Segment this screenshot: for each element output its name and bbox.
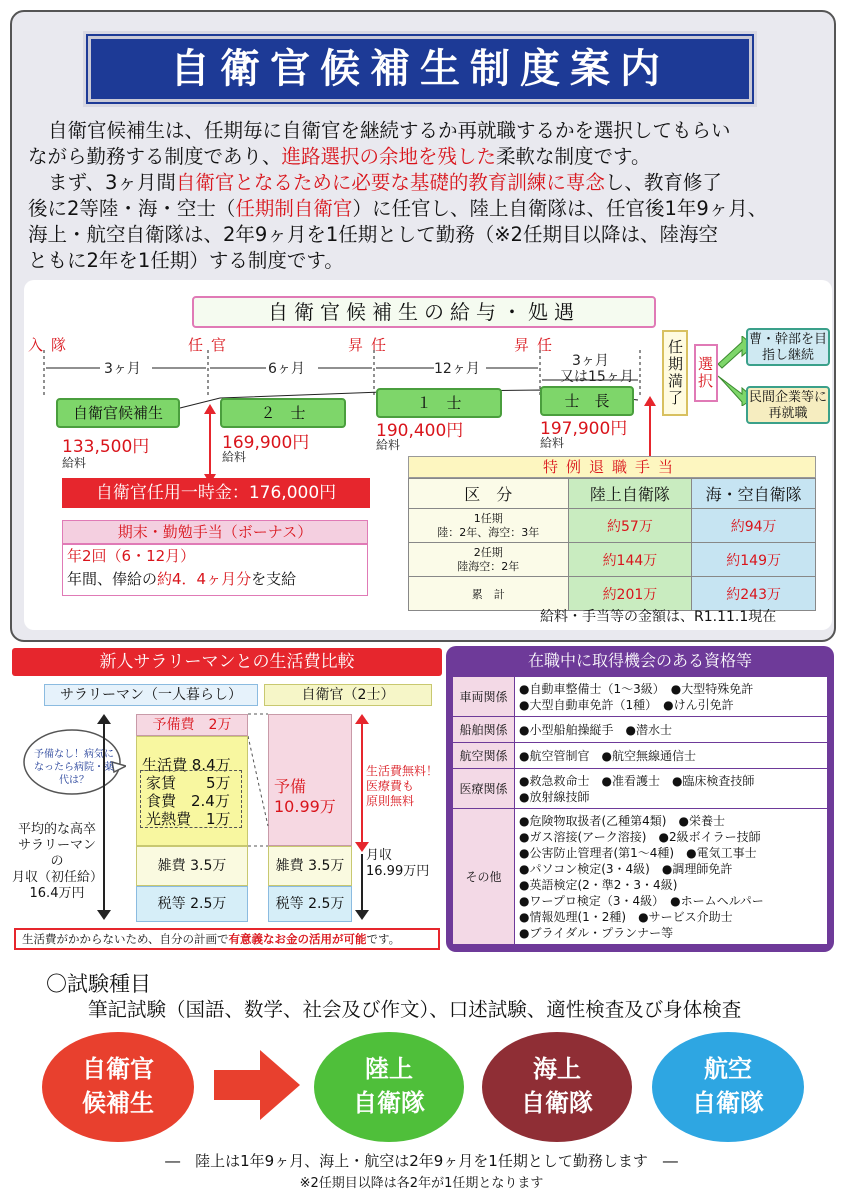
bottom-note-1: ― 陸上は1年9ヶ月、海上・航空は2年9ヶ月を1任期として勤務します ―: [165, 1152, 678, 1170]
rank-lance-corporal: 士 長: [540, 386, 634, 416]
salary-title: 自衛官候補生の給与・処遇: [192, 296, 656, 328]
stage-enlist: 入隊: [28, 336, 75, 354]
rent: 家賃 5万: [146, 774, 231, 792]
amount-note: 給料・手当等の金額は、R1.11.1現在: [540, 609, 777, 625]
qualification-title: 在職中に取得機会のある資格等: [527, 651, 752, 670]
ichiji-allowance: 自衛官任用一時金：176,000円: [62, 478, 370, 508]
compare-dashes: [248, 706, 270, 866]
table-row: 航空関係 ●航空管制官 ●航空無線通信士: [453, 743, 828, 769]
stage-appoint: 任官: [188, 336, 235, 354]
intro-line-4: 後に2等陸・海・空士（任期制自衛官）に任官し、陸上自衛隊は、任官後1年9ヶ月、: [28, 197, 768, 220]
pay-private-2: 169,900円: [222, 433, 310, 453]
page-title: 自衛官候補生制度案内: [88, 36, 752, 102]
tax-sdf: 税等 2.5万: [268, 886, 352, 922]
misc-salaryman: 雑費 3.5万: [136, 846, 248, 886]
pay-label-3: 給料: [376, 438, 401, 452]
circle-msdf: 海上 自衛隊: [482, 1032, 632, 1142]
pay-label-2: 給料: [222, 450, 247, 464]
table-row: 医療関係 ●救急救命士 ●准看護士 ●臨床検査技師 ●放射線技師: [453, 769, 828, 809]
duration-4a: 3ヶ月: [572, 353, 609, 369]
pay-candidate: 133,500円: [62, 437, 150, 457]
pay-private-1: 190,400円: [376, 421, 464, 441]
table-row: 2任期 陸海空：2年 約144万 約149万: [409, 543, 816, 577]
col-salaryman: サラリーマン（一人暮らし）: [44, 684, 258, 706]
reserve-sdf-label: 予備: [274, 777, 307, 796]
goal-reemploy: 民間企業等に再就職: [746, 386, 830, 424]
table-row: その他 ●危険物取扱者(乙種第4類) ●栄養士 ●ガス溶接(アーク溶接) ●2級ボイラー技師 ●公害防止管理者(第1～4種) ●電気工事士 ●パソコン検定(3・4級) ●調理師免許 ●英語検定(2・準2・3・4級) ●ワープロ検定（3・4級） ●ホームヘルパー ●情報処理(1・2種) ●サービス介助士 ●ブライダル・プランナー等: [453, 809, 828, 945]
reserve-sdf-value: 10.99万: [274, 797, 336, 816]
duration-1: 3ヶ月: [104, 361, 141, 377]
retire-title: 特例退職手当: [408, 456, 816, 478]
qualification-table: [452, 676, 828, 945]
bubble-text: 予備なし！病気になったら病院・薬代は？: [34, 749, 114, 786]
goal-continue: 曹・幹部を目指し継続: [746, 328, 830, 366]
exam-heading: 〇試験種目: [46, 972, 151, 996]
sdf-income: 月収 16.99万円: [366, 848, 430, 879]
life-title: 新人サラリーマンとの生活費比較: [12, 648, 442, 676]
living-cost: 生活費 8.4万: [142, 756, 231, 774]
table-row: 船舶関係 ●小型船舶操縦手 ●潜水士: [453, 717, 828, 743]
intro-line-5: 海上・航空自衛隊は、2年9ヶ月を1任期として勤務（※2任期目以降は、陸海空: [28, 223, 718, 246]
stage-promote-1: 昇任: [348, 336, 395, 354]
flow-arrow-icon: [214, 1050, 300, 1120]
col-sdf: 自衛官（2士）: [264, 684, 432, 706]
pay-label-4: 給料: [540, 436, 565, 450]
intro-line-1: 自衛官候補生は、任期毎に自衛官を継続するか再就職するかを選択してもらい: [48, 119, 731, 142]
term-expire: 任期満了: [662, 330, 688, 416]
rank-private-2: ２ 士: [220, 398, 346, 428]
free-arrow: [352, 714, 372, 920]
tax-salaryman: 税等 2.5万: [136, 886, 248, 922]
duration-4b: 又は15ヶ月: [560, 369, 634, 385]
free-note: 生活費無料！ 医療費も 原則無料: [366, 764, 439, 808]
intro-line-3: まず、3ヶ月間自衛官となるために必要な基礎的教育訓練に専念し、教育修了: [48, 171, 722, 194]
life-footer: 生活費がかからないため、自分の計画で有意義なお金の活用が可能です。: [14, 928, 440, 950]
circle-candidate: 自衛官 候補生: [42, 1032, 194, 1142]
table-row: 累 計 約201万 約243万: [409, 577, 816, 611]
retire-table: 区 分 陸上自衛隊 海・空自衛隊 1任期 陸：2年、海空：3年 約57万 約94万 2任期 陸海空：2年 約144万 約149万 累 計 約201万 約243万: [408, 478, 816, 611]
salaryman-income: 平均的な高卒 サラリーマンの 月収（初任給） 16.4万円: [12, 822, 104, 901]
bottom-note-2: ※2任期目以降は各2年が1任期となります: [299, 1176, 544, 1191]
table-row: 車両関係 ●自動車整備士（1～3級） ●大型特殊免許 ●大型自動車免許（1種） ●けん引免許: [453, 677, 828, 717]
circle-asdf: 航空 自衛隊: [652, 1032, 804, 1142]
food: 食費 2.4万: [146, 792, 230, 810]
duration-2: 6ヶ月: [268, 361, 305, 377]
rank-private-1: １ 士: [376, 388, 502, 418]
arrow-ichiji: [200, 404, 220, 484]
misc-sdf: 雑費 3.5万: [268, 846, 352, 886]
pay-lance-corporal: 197,900円: [540, 419, 628, 439]
duration-3: 12ヶ月: [434, 361, 480, 377]
circle-gsdf: 陸上 自衛隊: [314, 1032, 464, 1142]
rank-candidate: 自衛官候補生: [56, 398, 180, 428]
utility: 光熱費 1万: [146, 810, 231, 828]
arrow-retire: [640, 396, 660, 458]
bonus-title: 期末・勤勉手当（ボーナス）: [62, 520, 368, 544]
choice-box: 選択: [694, 344, 718, 402]
table-row: 1任期 陸：2年、海空：3年 約57万 約94万: [409, 509, 816, 543]
bonus-body: 年2回（6・12月） 年間、俸給の約4．4ヶ月分を支給: [62, 544, 368, 596]
exam-body: 筆記試験（国語、数学、社会及び作文）、口述試験、適性検査及び身体検査: [88, 998, 742, 1021]
intro-line-6: ともに2年を1任期）する制度です。: [28, 249, 344, 272]
reserve-salaryman: 予備費 2万: [136, 714, 248, 736]
stage-promote-2: 昇任: [514, 336, 561, 354]
pay-label-1: 給料: [62, 456, 87, 470]
intro-line-2: ながら勤務する制度であり、進路選択の余地を残した柔軟な制度です。: [28, 145, 651, 168]
